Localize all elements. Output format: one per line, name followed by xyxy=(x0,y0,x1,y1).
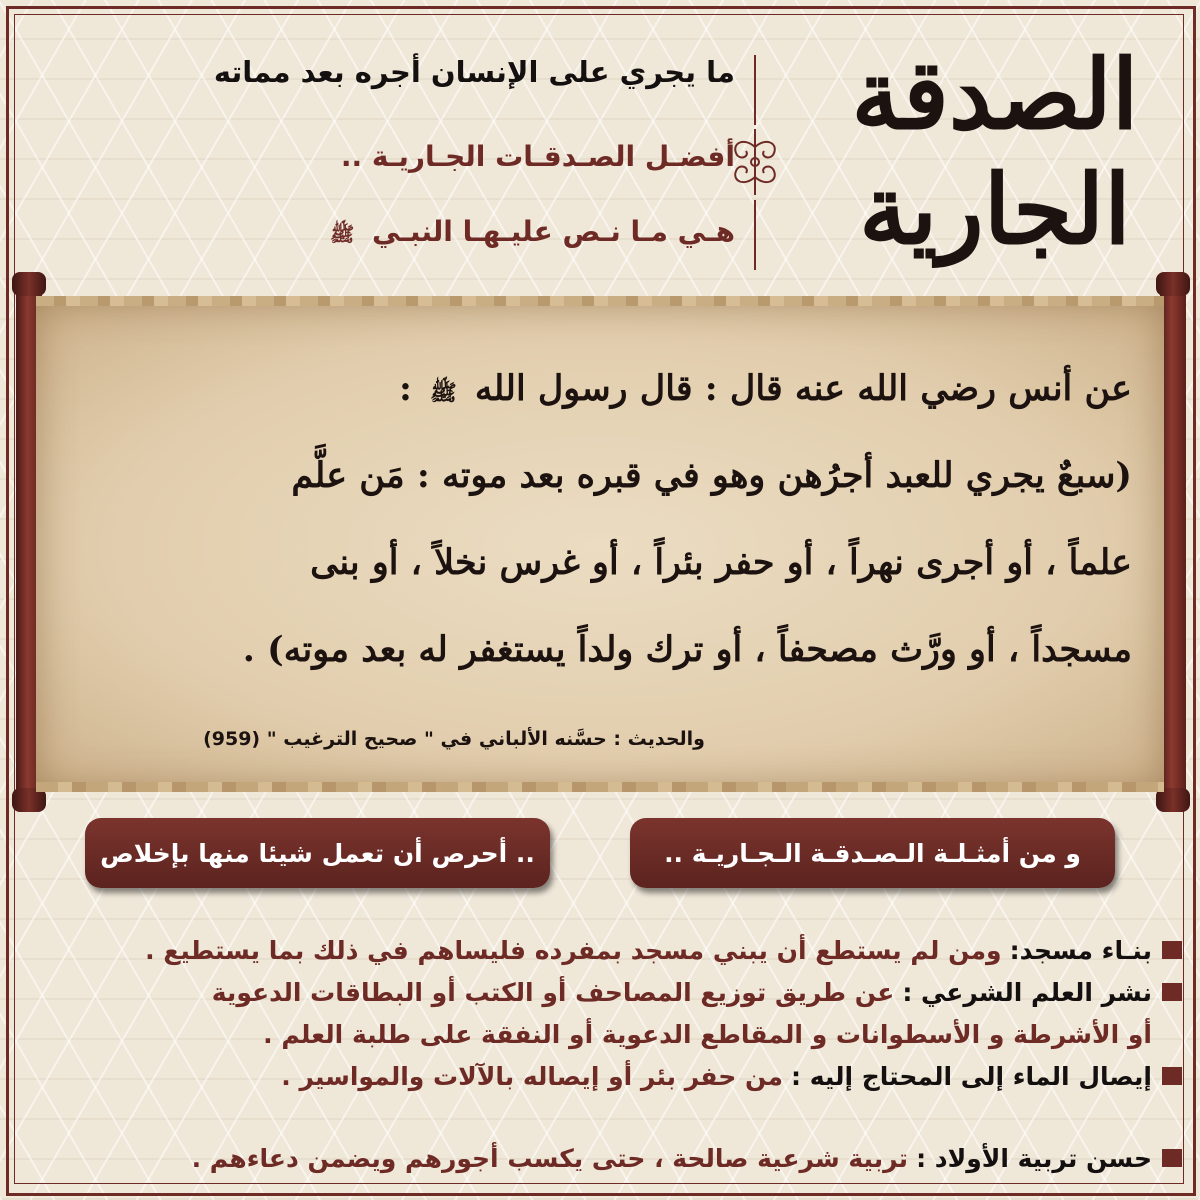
examples-banner: و من أمثـلـة الـصـدقـة الـجـاريـة .. xyxy=(630,818,1115,888)
bullet-marker xyxy=(1162,1149,1182,1167)
salutation-glyph: ﷺ xyxy=(330,222,355,246)
hadith-source: والحديث : حسَّنه الألباني في " صحيح الترغيب " (959) xyxy=(203,728,705,750)
rod-cap xyxy=(12,272,46,296)
list-item xyxy=(17,1056,1182,1096)
item-text: تربية شرعية صالحة ، حتى يكسب أجورهم ويضمن دعاءهم . xyxy=(191,1143,909,1173)
title-line-2: الجارية xyxy=(859,153,1131,266)
strive-banner: .. أحرص أن تعمل شيئا منها بإخلاص xyxy=(85,818,550,888)
hadith-line-1-text: عن أنس رضي الله عنه قال : قال رسول الله xyxy=(474,368,1132,409)
rod-cap xyxy=(1156,272,1190,296)
item-label: إيصال الماء إلى المحتاج إليه : xyxy=(791,1061,1152,1091)
header-subtitle-2-text: هـي مـا نـص عليـهـا النبـي xyxy=(371,215,735,248)
hadith-line-1 xyxy=(52,368,1132,411)
title-line-1: الصدقة xyxy=(851,38,1139,151)
main-title xyxy=(840,30,1150,270)
divider-bar-bottom xyxy=(754,200,756,270)
item-text: عن طريق توزيع المصاحف أو الكتب أو البطاقات الدعوية xyxy=(211,977,895,1007)
item-text: أو الأشرطة و الأسطوانات و المقاطع الدعوية أو النفقة على طلبة العلم . xyxy=(263,1019,1152,1049)
header-main-text: ما يجري على الإنسان أجره بعد مماته xyxy=(213,55,735,89)
bullet-marker xyxy=(1162,983,1182,1001)
hadith-salutation: ﷺ xyxy=(430,380,457,406)
item-text: من حفر بئر أو إيصاله بالآلات والمواسير . xyxy=(281,1061,783,1091)
divider-bar-top xyxy=(754,55,756,125)
bullet-marker xyxy=(1162,1067,1182,1085)
hadith-line-3: علماً ، أو أجرى نهراً ، أو حفر بئراً ، أو غرس نخلاً ، أو بنى xyxy=(310,542,1132,583)
list-item xyxy=(17,1138,1182,1178)
item-text: ومن لم يستطع أن يبني مسجد بمفرده فليساهم في ذلك بما يستطيع . xyxy=(145,935,1002,965)
item-label: حسن تربية الأولاد : xyxy=(916,1143,1152,1173)
list-item-continuation xyxy=(17,1014,1152,1054)
vertical-divider xyxy=(748,55,762,270)
bullet-marker xyxy=(1162,941,1182,959)
hadith-line-2: (سبعٌ يجري للعبد أجرُهن وهو في قبره بعد موته : مَن علَّم xyxy=(291,455,1132,496)
header-subtitle-2 xyxy=(35,215,735,251)
hadith-line-4: مسجداً ، أو ورَّث مصحفاً ، أو ترك ولداً يستغفر له بعد موته) . xyxy=(242,629,1132,670)
scroll-edge-bottom xyxy=(36,782,1164,792)
hadith-line-1-end: : xyxy=(399,368,412,409)
list-item xyxy=(17,930,1182,970)
scroll-edge-top xyxy=(36,296,1164,306)
item-label: بنـاء مسجد: xyxy=(1009,935,1152,965)
header-subtitle-1: أفضـل الصـدقـات الجـاريـة .. xyxy=(340,140,735,173)
list-item xyxy=(17,972,1182,1012)
item-label: نشر العلم الشرعي : xyxy=(902,977,1152,1007)
